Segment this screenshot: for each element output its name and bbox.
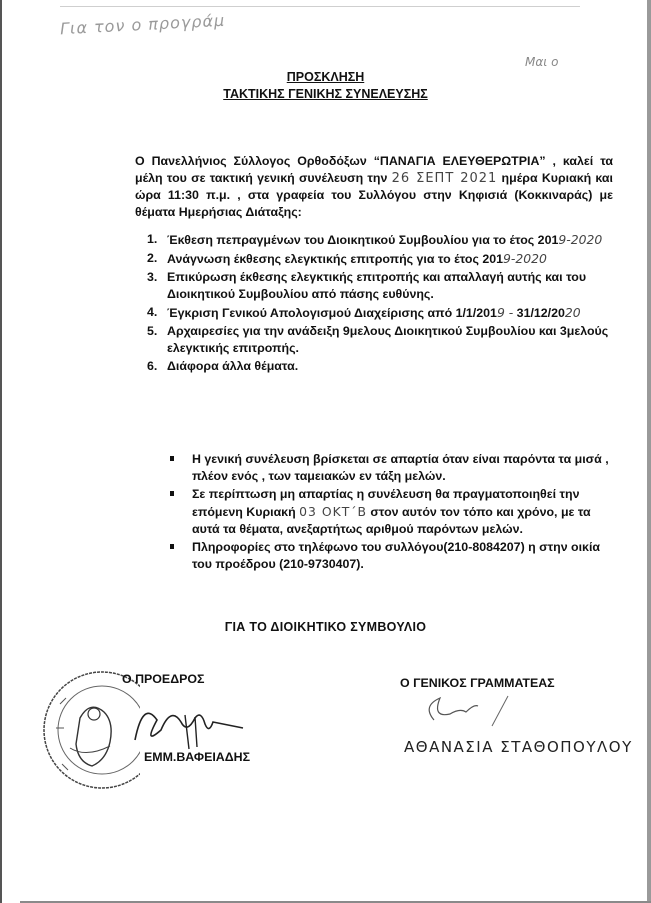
note-item <box>170 451 620 485</box>
agenda-text: Ανάγνωση έκθεσης ελεγκτικής επιτροπής για το έτος 201 <box>167 252 504 266</box>
secretary-name: ΑΘΑΝΑΣΙΑ ΣΤΑΘΟΠΟΥΛΟΥ <box>404 738 633 756</box>
agenda-item <box>147 269 617 303</box>
agenda-item <box>147 358 617 375</box>
note-text: Σε περίπτωση μη απαρτίας η συνέλευση θα πραγματοποιηθεί την επόμενη Κυριακή <box>192 487 580 519</box>
document-subtitle: ΤΑΚΤΙΚΗΣ ΓΕΝΙΚΗΣ ΣΥΝΕΛΕΥΣΗΣ <box>223 87 428 101</box>
agenda-item <box>147 231 617 249</box>
handwritten-date: 03 ΟΚΤ΄Β <box>299 504 367 519</box>
intro-text-1: Ο Πανελλήνιος Σύλλογος Ορθοδόξων “ΠΑΝΑΓΙΑ ΕΛΕΥΘΕΡΩΤΡΙΑ” , καλεί τα μέλη του σε τακτική γενική συνέλευση την <box>135 154 613 185</box>
intro-paragraph <box>135 153 613 221</box>
agenda-number: 3. <box>147 270 158 284</box>
bullet-icon <box>170 491 174 496</box>
note-text: Πληροφορίες στο τηλέφωνο του συλλόγου(210-8084207) η στην οικία του προέδρου (210-9730407). <box>192 540 601 571</box>
note-item <box>170 539 620 573</box>
document-title: ΠΡΟΣΚΛΗΣΗ <box>286 70 365 84</box>
intro-text-2: ημέρα Κυριακή και ώρα 11:30 π.μ. , στα γραφεία του Συλλόγου στην Κηφισιά (Κοκκιναράς) με θέματα Ημερήσιας Διάταξης: <box>135 171 613 219</box>
secretary-signature <box>420 690 530 730</box>
agenda-item <box>147 250 617 268</box>
note-text-after: στον αυτόν τον τόπο και χρόνο, με τα αυτά τα θέματα, ανεξαρτήτως αριθμού παρόντων μελών. <box>192 505 591 536</box>
agenda-item <box>147 304 617 322</box>
handwritten-date: 26 ΣΕΠΤ 2021 <box>391 171 498 186</box>
handwritten-fill: 9 - <box>496 305 514 320</box>
agenda-item <box>147 323 617 357</box>
agenda-text: Αρχαιρεσίες για την ανάδειξη 9μελους Διοικητικού Συμβουλίου και 3μελούς ελεγκτικής επιτροπής. <box>167 324 609 355</box>
agenda-list <box>147 231 617 376</box>
handwritten-note-top-left: Για τον ο προγράμ <box>59 10 226 39</box>
president-name: ΕΜΜ.ΒΑΦΕΙΑΔΗΣ <box>144 750 251 764</box>
agenda-text-after: 31/12/20 <box>513 306 565 320</box>
bullet-icon <box>170 544 174 549</box>
board-label: ΓΙΑ ΤΟ ΔΙΟΙΚΗΤΙΚΟ ΣΥΜΒΟΥΛΙΟ <box>224 620 427 634</box>
president-signature <box>125 695 245 755</box>
agenda-text: Έγκριση Γενικού Απολογισμού Διαχείρισης από 1/1/201 <box>167 306 497 320</box>
note-text: Η γενική συνέλευση βρίσκεται σε απαρτία όταν είναι παρόντα τα μισά , πλέον ενός , των ταμειακών εν τάξη μελών. <box>192 452 609 483</box>
handwritten-note-top-right: Μαι ο <box>525 55 559 69</box>
note-item <box>170 486 620 538</box>
agenda-number: 4. <box>147 305 158 319</box>
notes-list <box>170 451 620 574</box>
agenda-number: 5. <box>147 324 158 338</box>
agenda-number: 6. <box>147 359 158 373</box>
bullet-icon <box>170 456 174 461</box>
agenda-number: 2. <box>147 251 158 265</box>
handwritten-fill-2: 20 <box>564 305 581 320</box>
secretary-title: Ο ΓΕΝΙΚΟΣ ΓΡΑΜΜΑΤΕΑΣ <box>400 676 555 690</box>
agenda-text: Επικύρωση έκθεσης ελεγκτικής επιτροπής και απαλλαγή αυτής και του Διοικητικού Συμβουλίου από πάσης ευθύνης. <box>167 270 587 301</box>
agenda-text: Έκθεση πεπραγμένων του Διοικητικού Συμβουλίου για το έτος 201 <box>167 233 559 247</box>
scan-line-top <box>60 6 580 7</box>
scan-border-left <box>0 0 2 903</box>
agenda-number: 1. <box>147 232 158 246</box>
handwritten-fill: 9-2020 <box>503 251 547 266</box>
president-title: Ο ΠΡΟΕΔΡΟΣ <box>122 672 205 686</box>
agenda-text: Διάφορα άλλα θέματα. <box>167 359 299 373</box>
scan-border-right <box>647 0 651 903</box>
handwritten-fill: 9-2020 <box>558 232 603 247</box>
